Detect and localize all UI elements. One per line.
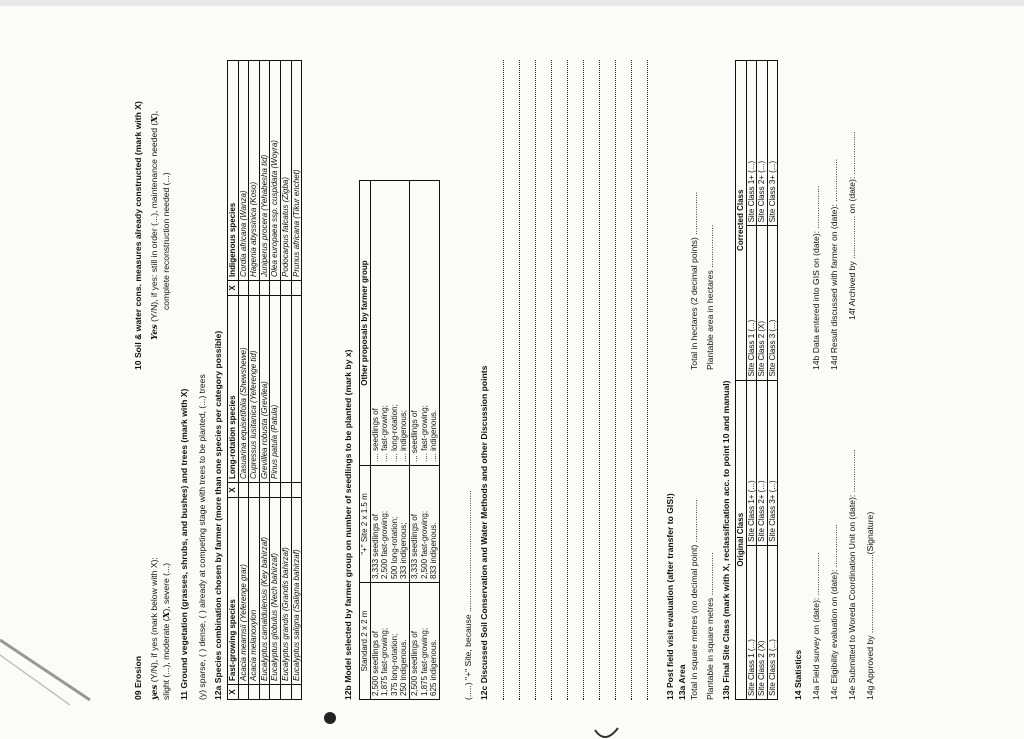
severity-text-b: ), severe (...): [161, 562, 171, 612]
site-class-cell: Site Class 3+ (...): [767, 61, 778, 226]
vegetation-options: (y) sparse, ( ) dense, ( ) already at competing stage with trees to be planted, (...) trees: [197, 374, 207, 700]
cell-line: 833 indigenous.: [429, 522, 439, 579]
species-row: [249, 61, 260, 700]
indig-species: Juniperus procera (Yehabesha tid): [259, 61, 270, 281]
species-row: [259, 61, 270, 700]
plus-cell: [370, 466, 409, 583]
mark-cell: [249, 281, 260, 296]
erosion-question: (Y/N), if yes (mark below with X):: [149, 557, 159, 683]
col-long: Long-rotation species: [228, 296, 239, 483]
long-species: [291, 296, 302, 483]
section-13b-title: 13b Final Site Class (mark with X, reclassification acc. to point 10 and manual): [721, 380, 731, 700]
mark-cell: [291, 281, 302, 296]
site-class-cell: Site Class 1+ (...): [746, 380, 757, 545]
site-class-table: [735, 60, 778, 700]
cell-line: 1,875 fast-growing;: [380, 627, 390, 696]
mark-cell: [280, 281, 291, 296]
mark-cell: [238, 281, 249, 296]
fast-species: Eucalyptus globulus (Nech bahirzaf): [270, 498, 281, 685]
mark-cell: [270, 685, 281, 700]
site-class-cell: Site Class 3 (...): [767, 545, 778, 699]
section-13-title: 13 Post field visit evaluation (after transfer to GIS!): [665, 493, 675, 700]
site-class-cell: Site Class 1 (...): [746, 545, 757, 699]
model-header-row: [360, 181, 371, 700]
indig-species: Olea europaea ssp. cuspidata (Woyra): [270, 61, 281, 281]
discussion-line: [583, 60, 584, 700]
cell-line: .... indigenous.: [429, 409, 439, 462]
discussion-line: [567, 60, 568, 700]
species-row: [291, 61, 302, 700]
discussion-line: [503, 60, 504, 700]
indig-species: Podocarpus falcatus (Zigba): [280, 61, 291, 281]
col-x2: X: [228, 483, 239, 498]
other-cell: [370, 181, 409, 466]
mark-cell: [259, 685, 270, 700]
section-13a-title: 13a Area: [677, 664, 687, 700]
soil-cons-question: (Y/N), if yes: still in order (...), maintenance needed (: [149, 122, 159, 322]
indig-species: Hagenia abyssinica (Koso): [249, 61, 260, 281]
discussion-line: [551, 60, 552, 700]
site-class-row: [746, 61, 757, 700]
cell-line: 2,500 seedlings of: [409, 631, 419, 696]
mark-cell: [259, 483, 270, 498]
plus-cell: [409, 466, 439, 583]
cell-line: .... indigenous;: [399, 409, 409, 462]
discussion-line: [535, 60, 536, 700]
section-12c-title: 12c Discussed Soil Conservation and Water Methods and other Discussion points: [479, 365, 489, 700]
fast-species: Acacia mearnsii (Yeferenge grar): [238, 498, 249, 685]
fast-species: Acacia melanoxylon: [249, 498, 260, 685]
long-species: Grevillea robusta (Grevilea): [259, 296, 270, 483]
mark-cell: [270, 483, 281, 498]
seedling-model-table: [359, 180, 440, 700]
long-species: Pinus patula (Patula): [270, 296, 281, 483]
erosion-line: [149, 380, 160, 700]
severity-mark: X: [162, 611, 172, 619]
mark-cell: [249, 685, 260, 700]
erosion-severity: [161, 563, 172, 700]
cell-line: 2,500 fast-growing;: [419, 510, 429, 579]
long-species: Cupressus lusitanica (Yeferenge tid): [249, 296, 260, 483]
site-class-row: [767, 61, 778, 700]
section-11-title: 11 Ground vegetation (grasses, shrubs, and bushes) and trees (mark with X): [179, 388, 189, 700]
soil-cons-text: ),: [149, 110, 159, 117]
total-ha: Total in hectares (2 decimal points) ..................: [689, 191, 699, 370]
col-x1: X: [228, 685, 239, 700]
site-class-cell: Site Class 2 (X): [757, 545, 768, 699]
cell-line: 3,333 seedlings of: [370, 514, 380, 579]
mark-cell: [249, 483, 260, 498]
discussion-line: [647, 60, 648, 700]
site-class-cell: Site Class 1 (...): [746, 226, 757, 380]
site-class-cell: Site Class 3+ (...): [767, 380, 778, 545]
col-x3: X: [228, 281, 239, 296]
discussion-line: [615, 60, 616, 700]
cell-line: ... seedlings of: [409, 410, 419, 462]
cell-line: .... fast-growing;: [380, 405, 390, 462]
soil-cons-mark: X: [150, 116, 160, 123]
site-class-cell: Site Class 2+ (...): [757, 380, 768, 545]
site-class-cell: Site Class 2 (X): [757, 226, 768, 380]
mark-cell: [291, 685, 302, 700]
stat-14a: 14a Field survey on (date): ..................: [811, 552, 821, 700]
standard-cell: [409, 583, 439, 700]
long-species: [280, 296, 291, 483]
original-class-header: Original Class: [736, 380, 747, 699]
plantable-ha: Plantable area in hectares ..................: [705, 224, 715, 370]
section-12b-title: 12b Model selected by farmer group on number of seedlings to be planted (mark by x): [343, 349, 353, 700]
total-sqm: Total in square metres (no decimal point) ..................: [689, 499, 699, 700]
site-class-cell: Site Class 1+ (...): [746, 61, 757, 226]
species-row: [238, 61, 249, 700]
section-09-title: 09 Erosion: [133, 656, 143, 700]
other-proposal-header: Other proposals by farmer group: [360, 181, 371, 466]
reconstruction-text: complete reconstruction needed (...): [161, 172, 171, 310]
standard-header: Standard 2 x 2 m: [360, 583, 371, 700]
cell-line: 3,333 seedlings of: [409, 514, 419, 579]
cell-line: 333 indigenous;: [399, 522, 409, 579]
site-class-cell: Site Class 3 (...): [767, 226, 778, 380]
stat-14d: 14d Result discussed with farmer on (date): ..................: [829, 158, 839, 370]
mark-cell: [259, 281, 270, 296]
model-row-2: [409, 181, 439, 700]
plantable-sqm: Plantable in square metres ..................: [705, 552, 715, 700]
discussion-line: [599, 60, 600, 700]
mark-cell: [238, 483, 249, 498]
fast-species: Eucalyptus camaldulensis (Key bahirzaf): [259, 498, 270, 685]
species-table: [227, 60, 302, 700]
mark-cell: [280, 685, 291, 700]
standard-cell: [370, 583, 409, 700]
indig-species: Prunus africana (Tikur enchet): [291, 61, 302, 281]
soil-cons-answer: Yes: [150, 324, 160, 340]
discussion-line: [519, 60, 520, 700]
cell-line: 1,875 fast-growing;: [419, 627, 429, 696]
cell-line: .... long-rotation;: [389, 404, 399, 462]
stat-14b: 14b Data entered into GIS on (date): ..................: [811, 185, 821, 370]
soil-cons-line: [149, 111, 160, 340]
mark-cell: [270, 281, 281, 296]
fast-species: Eucalyptus saligna (Saligna bahirzaf): [291, 498, 302, 685]
stat-14e: 14e Submitted to Woreda Coordination Unit on (date): ..................: [847, 449, 857, 700]
cell-line: 250 indigenous.: [399, 639, 409, 696]
plus-site-header: "+" Site 2 x 1.5 m: [360, 466, 371, 583]
model-row-1: [370, 181, 409, 700]
mark-cell: [291, 483, 302, 498]
indig-species: Cordia africana (Wanza): [238, 61, 249, 281]
stat-14g: 14g Approved by .................................(Signature): [865, 511, 875, 700]
mark-cell: [238, 685, 249, 700]
fast-species: Eucalyptus grandis (Grandis bahirzaf): [280, 498, 291, 685]
long-species: Casuarina equisetifolia (Shewshewe): [238, 296, 249, 483]
stat-14f: 14f Archived by .................. on (date): ..................: [847, 131, 857, 320]
col-indig: Indigenous species: [228, 61, 239, 281]
cell-line: .... seedlings of: [370, 408, 380, 462]
rotated-form-sheet: [127, 40, 897, 700]
section-14-title: 14 Statistics: [793, 649, 803, 700]
erosion-answer: yes: [150, 684, 160, 700]
site-class-cell: Site Class 2+ (...): [757, 61, 768, 226]
col-fast: Fast-growing species: [228, 498, 239, 685]
corrected-class-header: Corrected Class: [736, 61, 747, 381]
cell-line: 2,500 seedlings of: [370, 631, 380, 696]
cell-line: .... fast-growing;: [419, 405, 429, 462]
cell-line: 500 long-rotation;: [389, 516, 399, 579]
discussion-line: [631, 60, 632, 700]
species-row: [270, 61, 281, 700]
mark-cell: [280, 483, 291, 498]
cell-line: 375 long-rotation;: [389, 633, 399, 696]
cell-line: 625 indigenous.: [429, 639, 439, 696]
section-12a-title: 12a Species combination chosen by farmer (more than one species per category possible): [213, 330, 223, 700]
section-10-title: 10 Soil & water cons. measures already constructed (mark with X): [133, 101, 143, 370]
plus-site-reason: (.....) "+" Site, because ...................................................: [463, 490, 473, 700]
site-class-header: [736, 61, 747, 700]
cell-line: 2,500 fast-growing;: [380, 510, 390, 579]
stat-14c: 14c Eligibility evaluation on (date): ..................: [829, 524, 839, 700]
severity-text-a: slight (...), moderate (: [161, 618, 171, 700]
other-cell: [409, 181, 439, 466]
species-header-row: [228, 61, 239, 700]
species-row: [280, 61, 291, 700]
site-class-row: [757, 61, 768, 700]
